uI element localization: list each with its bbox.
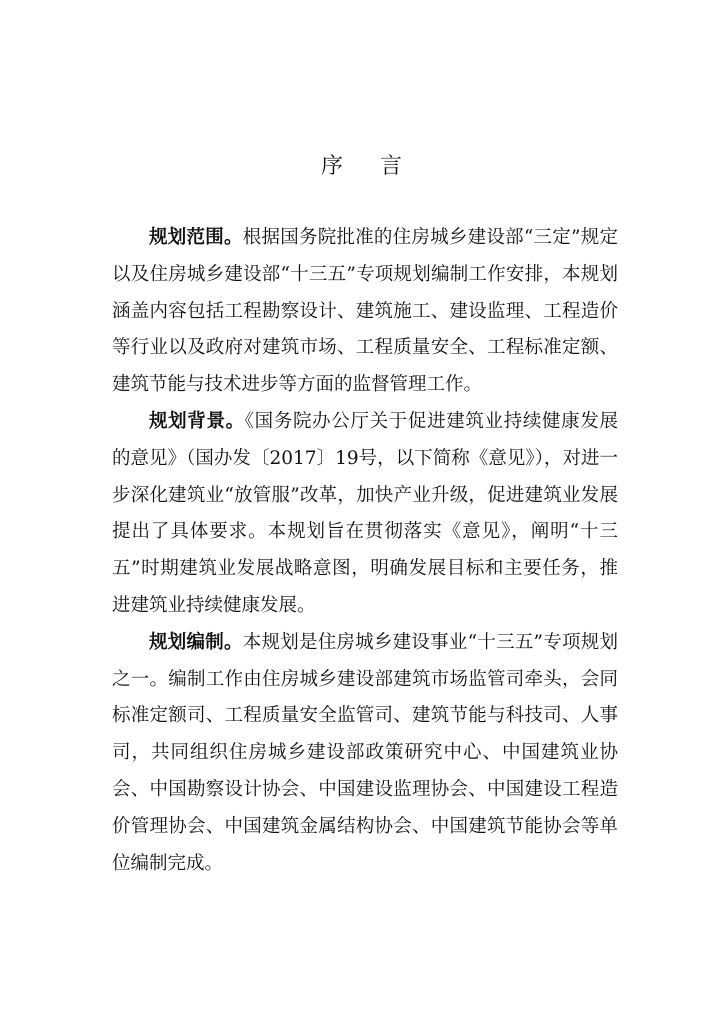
paragraph-scope: [112, 220, 618, 404]
paragraph-text: 本规划是住房城乡建设事业“十三五”专项规划之一。编制工作由住房城乡建设部建筑市场监管司牵头，会同标准定额司、工程质量安全监管司、建筑节能与科技司、人事司，共同组织住房城乡建设部政策研究中心、中国建筑业协会、中国勘察设计协会、中国建设监理协会、中国建设工程造价管理协会、中国建筑金属结构协会、中国建筑节能协会等单位编制完成。: [112, 631, 618, 874]
title-char-2: 言: [380, 154, 404, 179]
paragraph-heading: 规划背景。: [149, 410, 245, 432]
body-text: [112, 220, 618, 882]
paragraph-text: 《国务院办公厅关于促进建筑业持续健康发展的意见》（国办发〔2017〕19号，以下简称《意见》），对进一步深化建筑业“放管服”改革，加快产业升级，促进建筑业发展提出了具体要求。本规划旨在贯彻落实《意见》，阐明“十三五”时期建筑业发展战略意图，明确发展目标和主要任务，推进建筑业持续健康发展。: [112, 410, 618, 616]
paragraph-background: [112, 404, 618, 625]
paragraph-heading: 规划范围。: [149, 227, 243, 248]
title-char-1: 序: [320, 154, 344, 179]
paragraph-text: 根据国务院批准的住房城乡建设部“三定”规定以及住房城乡建设部“十三五”专项规划编制工作安排，本规划涵盖内容包括工程勘察设计、建筑施工、建设监理、工程造价等行业以及政府对建筑市场、工程质量安全、工程标准定额、建筑节能与技术进步等方面的监督管理工作。: [112, 227, 618, 396]
paragraph-compilation: [112, 625, 618, 883]
paragraph-heading: 规划编制。: [149, 631, 243, 653]
page-title: [0, 152, 724, 182]
